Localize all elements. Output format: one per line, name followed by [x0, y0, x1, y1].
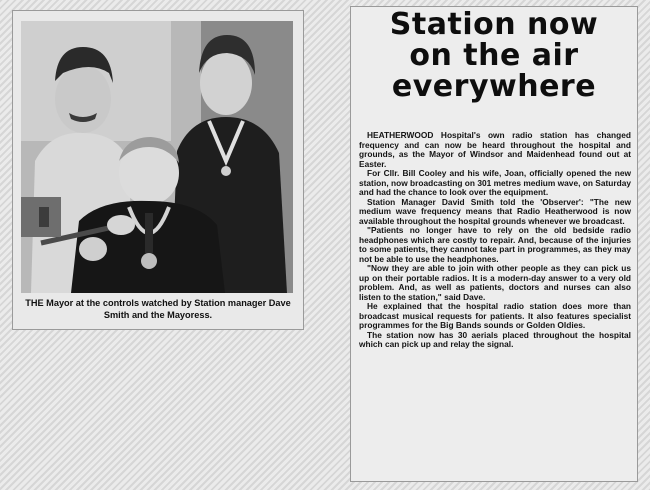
photo-caption — [23, 297, 293, 321]
article-paragraph: He explained that the hospital radio station does more than broadcast musical requests for patients. It also features specialist programmes for the Big Bands sounds or Golden Oldies. — [359, 301, 631, 330]
article-paragraph: HEATHERWOOD Hospital's own radio station has changed frequency and can now be heard throughout the hospital and grounds, as the Mayor of Windsor and Maidenhead found out at Easter. — [359, 130, 631, 169]
photo-illustration — [21, 21, 293, 293]
article-body — [359, 131, 631, 350]
article-paragraph: "Patients no longer have to rely on the old bedside radio headphones which are costly to repair. And, because of the injuries to some patients, they cannot take part in programmes, as they may not be able to use the headphones. — [359, 225, 631, 264]
article-paragraph: "Now they are able to join with other people as they can pick us up on their portable radios. It is a modern-day answer to a very old problem. And, as well as patients, doctors and nurses can also listen to the station," said Dave. — [359, 263, 631, 302]
article-clipping — [350, 6, 638, 482]
article-paragraph: Station Manager David Smith told the 'Observer': "The new medium wave frequency means that Radio Heatherwood is now available throughout the hospital grounds whenever we broadcast. — [359, 196, 631, 226]
newspaper-photo — [21, 21, 293, 293]
caption-lead: THE — [25, 298, 44, 308]
article-paragraph: For Cllr. Bill Cooley and his wife, Joan, officially opened the new station, now broadcasting on 301 metres medium wave, on Saturday and had the chance to look over the equipment. — [359, 168, 631, 197]
caption-text: Mayor at the controls watched by Station manager Dave Smith and the Mayoress. — [43, 298, 291, 320]
headline-line-2: on the air — [409, 38, 579, 73]
headline-line-1: Station now — [389, 7, 599, 42]
article-paragraph: The station now has 30 aerials placed throughout the hospital which can pick up and relay the signal. — [359, 329, 631, 349]
article-headline — [351, 9, 637, 102]
headline-line-3: everywhere — [391, 69, 597, 104]
photo-clipping — [12, 10, 304, 330]
